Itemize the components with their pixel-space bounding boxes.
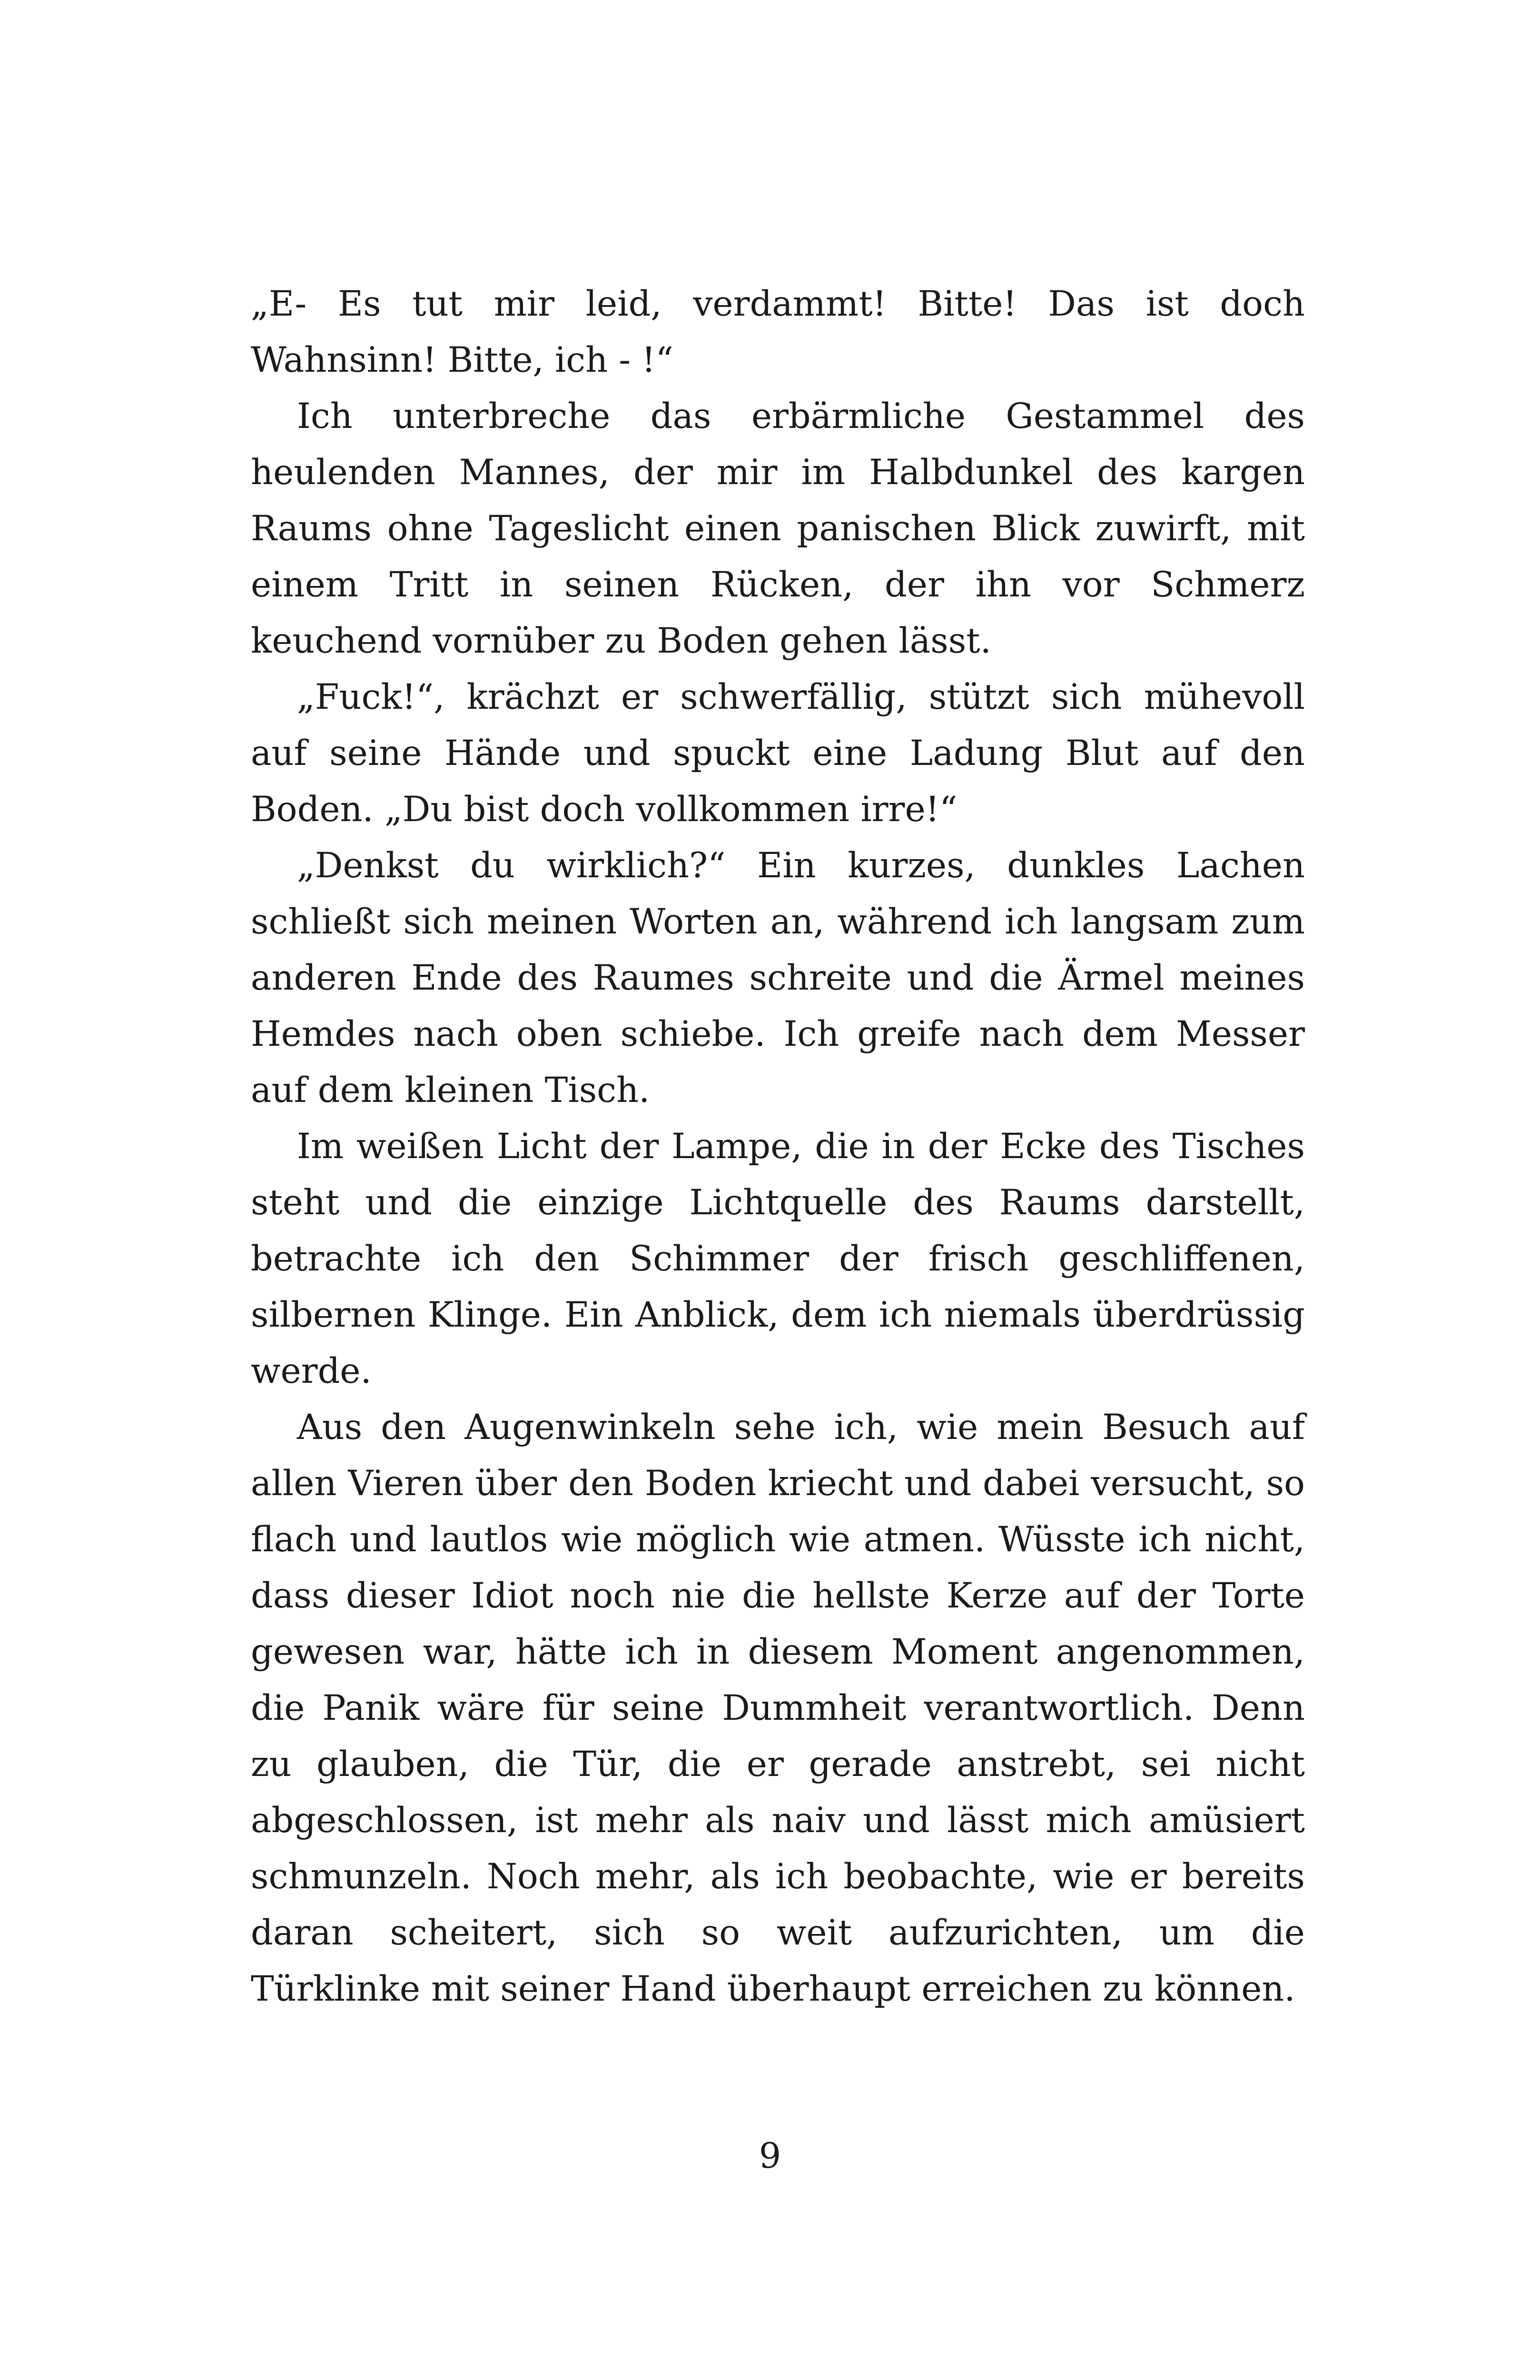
paragraph: „Denkst du wirklich?“ Ein kurzes, dunkles Lachen schließt sich meinen Worten an, während ich langsam zum anderen Ende des Raumes schreite und die Ärmel meines Hemdes nach oben schiebe. Ich greife nach dem Messer auf dem kleinen Tisch. <box>251 845 1305 1111</box>
paragraph: „E- Es tut mir leid, verdammt! Bitte! Das ist doch Wahnsinn! Bitte, ich - !“ <box>251 284 1305 380</box>
page-number: 9 <box>759 2136 781 2176</box>
paragraph: Ich unterbreche das erbärmliche Gestammel des heulenden Mannes, der mir im Halbdunkel des kargen Raums ohne Tageslicht einen panischen Blick zuwirft, mit einem Tritt in seinen Rücken, der ihn vor Schmerz keuchend vornüber zu Boden gehen lässt. <box>251 396 1305 661</box>
paragraph: Im weißen Licht der Lampe, die in der Ecke des Tisches steht und die einzige Lichtquelle des Raums darstellt, betrachte ich den Schimmer der frisch geschliffenen, silbernen Klinge. Ein Anblick, dem ich niemals überdrüssig werde. <box>251 1126 1305 1391</box>
body-text <box>251 276 1305 2017</box>
paragraph: Aus den Augenwinkeln sehe ich, wie mein Besuch auf allen Vieren über den Boden kriecht und dabei versucht, so flach und lautlos wie möglich wie atmen. Wüsste ich nicht, dass dieser Idiot noch nie die hellste Kerze auf der Torte gewesen war, hätte ich in diesem Moment angenommen, die Panik wäre für seine Dummheit verantwortlich. Denn zu glauben, die Tür, die er gerade anstrebt, sei nicht abgeschlossen, ist mehr als naiv und lässt mich amüsiert schmunzeln. Noch mehr, als ich beobachte, wie er bereits daran scheitert, sich so weit aufzurichten, um die Türklinke mit seiner Hand überhaupt erreichen zu können. <box>251 1407 1305 2009</box>
paragraph: „Fuck!“, krächzt er schwerfällig, stützt sich mühevoll auf seine Hände und spuckt eine Ladung Blut auf den Boden. „Du bist doch vollkommen irre!“ <box>251 677 1305 830</box>
